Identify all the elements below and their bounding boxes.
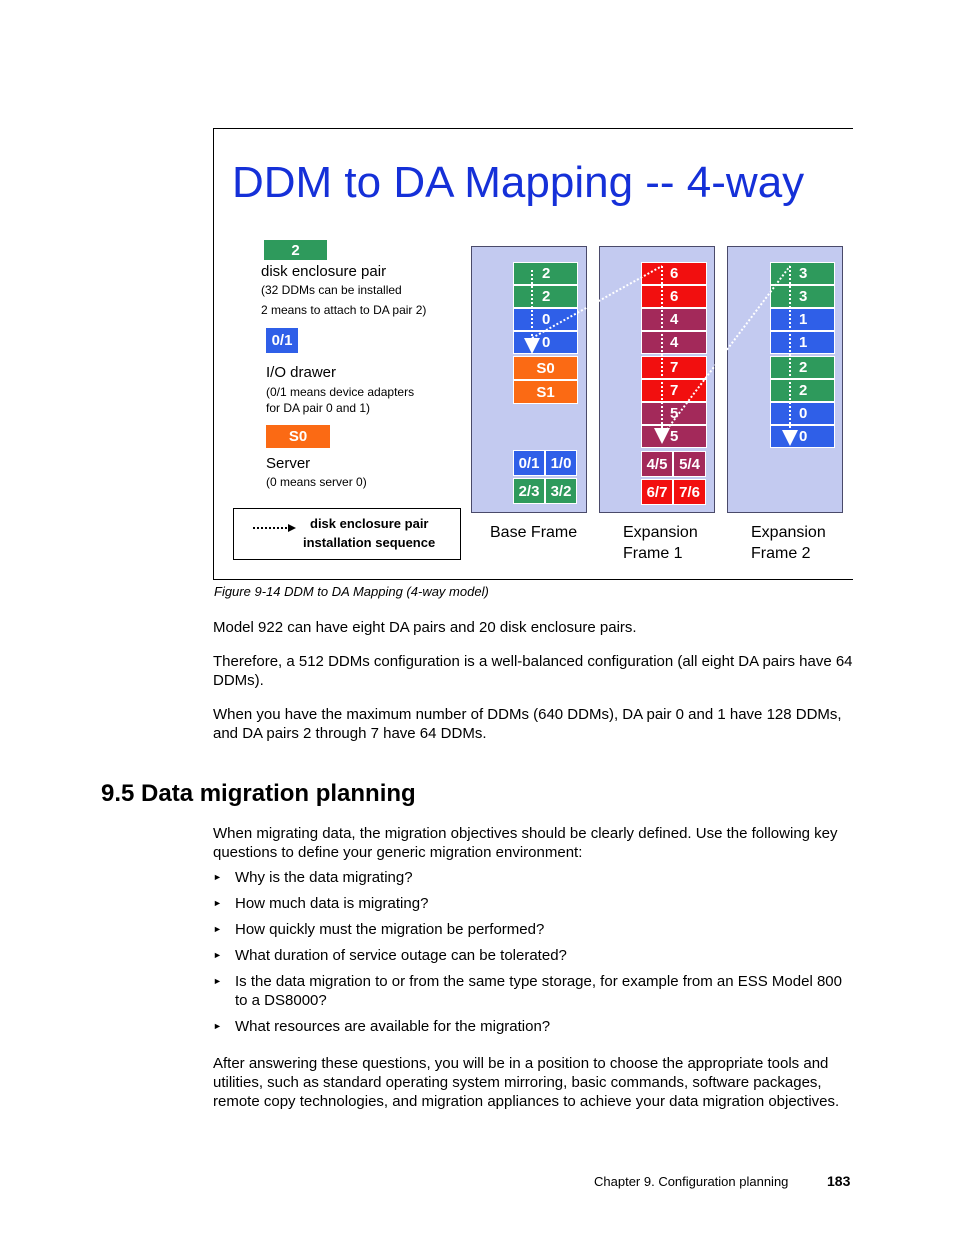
enclosure-slot: 3 (770, 262, 835, 285)
list-item (213, 920, 853, 939)
page-number: 183 (827, 1173, 851, 1189)
sequence-legend-label: installation sequence (303, 535, 436, 550)
figure-title: DDM to DA Mapping -- 4-way (232, 158, 805, 207)
io-drawer-slot: 2/3 (513, 478, 545, 504)
list-item-text: What resources are available for the migration? (235, 1018, 551, 1035)
enclosure-slot: 0 (513, 331, 578, 354)
server-slot: S0 (513, 356, 578, 380)
list-item (213, 894, 853, 913)
legend-enclosure-note: 2 means to attach to DA pair 2) (261, 303, 427, 317)
enclosure-slot: 1 (770, 308, 835, 331)
bullet-arrow-icon: ► (213, 872, 222, 882)
enclosure-slot: 2 (770, 356, 835, 379)
section-heading: 9.5 Data migration planning (101, 780, 416, 807)
io-drawer-slot: 5/4 (673, 451, 706, 477)
list-item-text: How much data is migrating? (235, 895, 429, 912)
bullet-arrow-icon: ► (213, 898, 222, 908)
io-drawer-slot: 6/7 (641, 479, 673, 505)
sequence-arrow (662, 266, 790, 436)
frame-label-line: Expansion (623, 524, 698, 541)
enclosure-slot: 2 (770, 379, 835, 402)
io-drawer-slot: 0/1 (513, 450, 545, 476)
list-item-text: What duration of service outage can be tolerated? (235, 947, 567, 964)
paragraph: Therefore, a 512 DDMs configuration is a well-balanced configuration (all eight DA pairs have 64 DDMs). (213, 653, 853, 689)
question-list (213, 868, 853, 1036)
paragraph: When migrating data, the migration objectives should be clearly defined. Use the following key questions to define your generic migration environment: (213, 825, 838, 861)
legend-enclosure-note: (32 DDMs can be installed (261, 283, 402, 297)
list-item (213, 972, 853, 1010)
enclosure-slot: 6 (641, 285, 707, 308)
frame-label-line: Frame 2 (751, 545, 811, 562)
list-item-text: How quickly must the migration be performed? (235, 921, 545, 938)
list-item (213, 946, 853, 965)
enclosure-slot: 4 (641, 308, 707, 331)
enclosure-slot: 5 (641, 425, 707, 448)
enclosure-slot: 2 (513, 262, 578, 285)
legend-io-note: for DA pair 0 and 1) (266, 401, 371, 415)
sequence-arrow (532, 266, 662, 338)
enclosure-slot: 6 (641, 262, 707, 285)
legend-io-title: I/O drawer (266, 364, 337, 381)
figure-caption: Figure 9-14 DDM to DA Mapping (4-way model) (214, 584, 489, 599)
frame-label-line: Expansion (751, 524, 826, 541)
legend-io-sample: 0/1 (266, 328, 298, 353)
bullet-arrow-icon: ► (213, 1021, 222, 1031)
frame-label-line: Frame 1 (623, 545, 683, 562)
list-item (213, 1017, 853, 1036)
enclosure-slot: 4 (641, 331, 707, 354)
paragraph: After answering these questions, you will be in a position to choose the appropriate tools and utilities, such as standard operating system mirroring, basic commands, software packages, remote copy technologies, and migration appliances to achieve your data migration objectives. (213, 1055, 840, 1110)
bullet-arrow-icon: ► (213, 976, 222, 986)
enclosure-slot: 7 (641, 356, 707, 379)
legend-server-sample: S0 (266, 425, 330, 448)
legend-enclosure-title: disk enclosure pair (261, 263, 387, 280)
io-drawer-slot: 3/2 (545, 478, 577, 504)
base-frame-label: Base Frame (490, 524, 578, 541)
enclosure-slot: 2 (513, 285, 578, 308)
enclosure-slot: 0 (513, 308, 578, 331)
bullet-arrow-icon: ► (213, 924, 222, 934)
enclosure-slot: 0 (770, 425, 835, 448)
enclosure-slot: 3 (770, 285, 835, 308)
enclosure-slot: 0 (770, 402, 835, 425)
legend-io-note: (0/1 means device adapters (266, 385, 415, 399)
legend-server-note: (0 means server 0) (266, 475, 367, 489)
enclosure-slot: 1 (770, 331, 835, 354)
enclosure-slot: 7 (641, 379, 707, 402)
list-item (213, 868, 853, 887)
list-item-text: Is the data migration to or from the same type storage, for example from an ESS Model 800 to a DS8000? (235, 973, 842, 1009)
io-drawer-slot: 1/0 (545, 450, 577, 476)
io-drawer-slot: 7/6 (673, 479, 706, 505)
footer-chapter: Chapter 9. Configuration planning (594, 1174, 789, 1189)
paragraph: When you have the maximum number of DDMs (640 DDMs), DA pair 0 and 1 have 128 DDMs, and DA pairs 2 through 7 have 64 DDMs. (213, 706, 842, 742)
io-drawer-slot: 4/5 (641, 451, 673, 477)
enclosure-slot: 5 (641, 402, 707, 425)
installation-sequence-arrows (0, 0, 954, 600)
legend-enclosure-sample: 2 (264, 240, 327, 260)
server-slot: S1 (513, 380, 578, 404)
paragraph: Model 922 can have eight DA pairs and 20 disk enclosure pairs. (213, 619, 637, 636)
bullet-arrow-icon: ► (213, 950, 222, 960)
sequence-legend-label: disk enclosure pair (310, 516, 429, 531)
list-item-text: Why is the data migrating? (235, 869, 413, 886)
legend-server-title: Server (266, 455, 311, 472)
